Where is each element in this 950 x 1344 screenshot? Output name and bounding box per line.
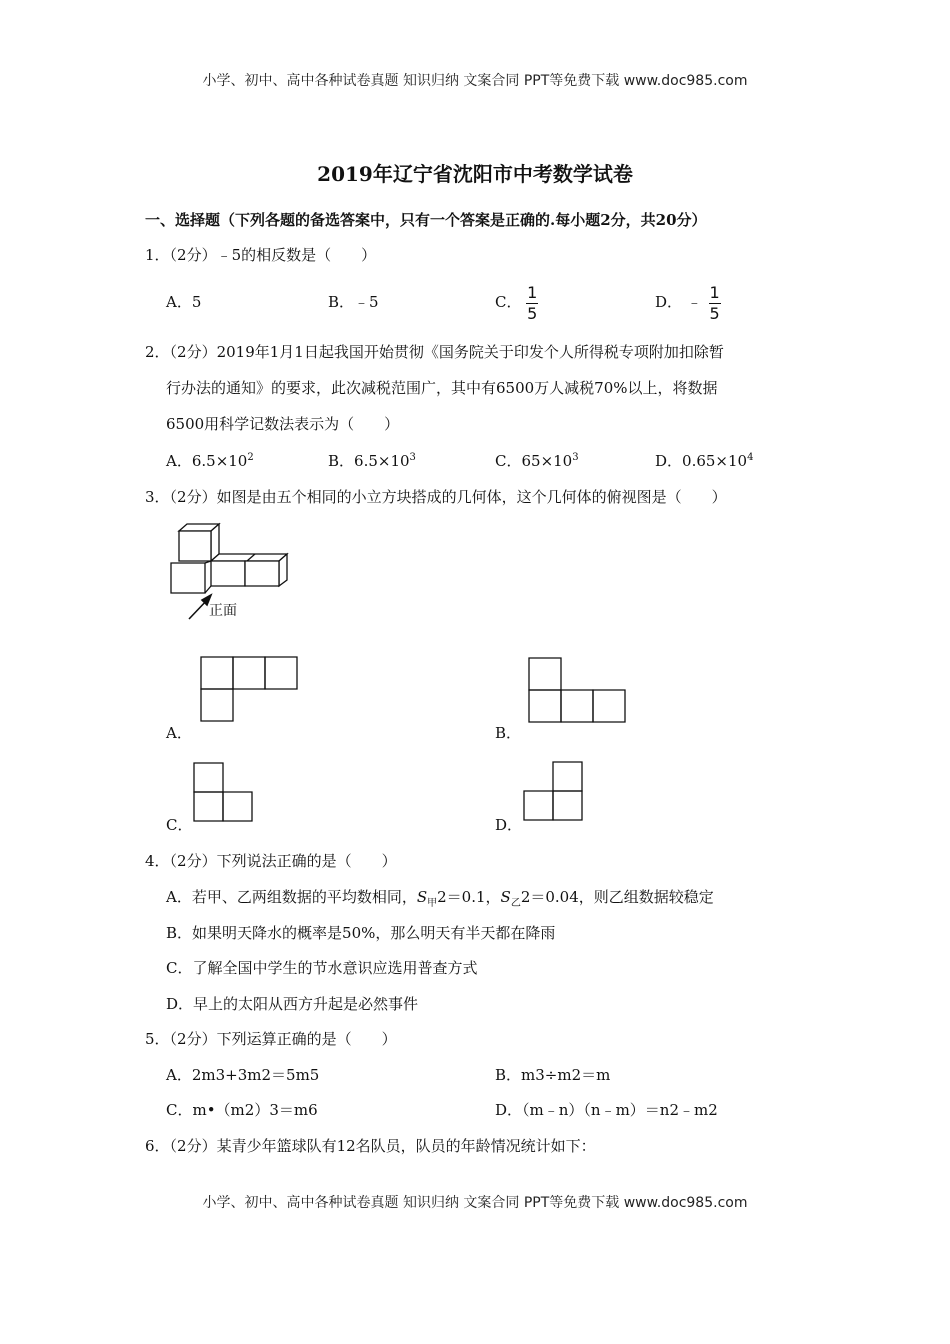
q2-option-a — [166, 451, 254, 471]
q2-stem-line2: 行办法的通知》的要求，此次减税范围广，其中有6500万人减税70%以上，将数据 — [166, 379, 718, 397]
section-heading: 一、选择题（下列各题的备选答案中，只有一个答案是正确的.每小题2分，共20分） — [145, 211, 707, 229]
q1-c-numerator: 1 — [527, 282, 538, 302]
q4-a-subscript-1: 甲 — [427, 898, 438, 909]
grid-cell — [233, 657, 265, 689]
q3-option-a-label: A． — [166, 724, 192, 742]
q2-option-d — [655, 451, 753, 471]
q3-option-d-figure — [523, 761, 587, 823]
q1-option-d — [655, 282, 721, 323]
q4-option-d: D．早上的太阳从西方升起是必然事件 — [166, 995, 419, 1013]
q1-c-denominator: 5 — [527, 303, 538, 323]
cube-mid-front — [211, 561, 245, 586]
q5-option-b: B．m3÷m2＝m — [495, 1066, 611, 1084]
q3-option-c-figure — [193, 762, 257, 824]
page-title: 2019年辽宁省沈阳市中考数学试卷 — [317, 162, 633, 186]
q3-cubes — [171, 524, 287, 593]
grid-cell — [529, 690, 561, 722]
grid-cell — [223, 792, 252, 821]
q4-a-value-1: 2＝0.1， — [437, 888, 501, 906]
q5-stem: 5．（2分）下列运算正确的是（ ） — [145, 1030, 397, 1048]
grid-cell — [524, 791, 553, 820]
page-header: 小学、初中、高中各种试卷真题 知识归纳 文案合同 PPT等免费下载 www.doc985.com — [202, 73, 748, 89]
q2-option-b — [328, 451, 416, 471]
grid-cell — [553, 762, 582, 791]
q4-a-subscript-2: 乙 — [510, 898, 521, 909]
q2-a-exponent: 2 — [247, 452, 254, 463]
q1-option-d-fraction — [709, 284, 721, 323]
q1-stem: 1．（2分）﹣5的相反数是（ ） — [145, 246, 377, 264]
q1-d-denominator: 5 — [709, 303, 720, 323]
q2-a-base: A．6.5×10 — [166, 452, 248, 470]
q4-a-text: A．若甲、乙两组数据的平均数相同， — [166, 888, 417, 906]
grid-cell — [201, 689, 233, 721]
grid-cell — [553, 791, 582, 820]
q5-option-a: A．2m3+3m2＝5m5 — [166, 1066, 320, 1084]
q2-b-exponent: 3 — [409, 452, 416, 463]
grid-cell — [265, 657, 297, 689]
front-label: 正面 — [209, 603, 237, 619]
q3-option-d-label: D． — [495, 816, 523, 834]
q3-stem: 3．（2分）如图是由五个相同的小立方块搭成的几何体，这个几何体的俯视图是（ ） — [145, 488, 727, 506]
q3-solid-figure — [165, 522, 305, 632]
q1-option-b: B．﹣5 — [328, 293, 379, 311]
q1-option-a: A．5 — [166, 293, 202, 311]
q5-option-c: C．m•（m2）3＝m6 — [166, 1101, 318, 1119]
cube-left-front — [171, 563, 205, 593]
q3-option-b-label: B． — [495, 724, 522, 742]
cube-right-front — [245, 561, 279, 586]
q2-stem-line3: 6500用科学记数法表示为（ ） — [166, 415, 400, 433]
front-arrow — [189, 595, 211, 619]
cube-top-front — [179, 531, 211, 561]
q1-option-d-label: D． — [655, 293, 683, 311]
q6-stem: 6．（2分）某青少年篮球队有12名队员，队员的年龄情况统计如下： — [145, 1137, 596, 1155]
grid-cell — [194, 792, 223, 821]
q2-stem-line1: 2．（2分）2019年1月1日起我国开始贯彻《国务院关于印发个人所得税专项附加扣除暂 — [145, 343, 724, 361]
q1-option-c-fraction — [526, 284, 538, 323]
grid-cell — [194, 763, 223, 792]
grid-cell — [593, 690, 625, 722]
q2-d-base: D．0.65×10 — [655, 452, 748, 470]
q4-stem: 4．（2分）下列说法正确的是（ ） — [145, 852, 397, 870]
grid-cell — [561, 690, 593, 722]
q4-option-b: B．如果明天降水的概率是50%，那么明天有半天都在降雨 — [166, 924, 556, 942]
grid-cell — [201, 657, 233, 689]
q2-c-base: C．65×10 — [495, 452, 573, 470]
q4-option-a — [166, 887, 714, 907]
q5-option-d: D．（m﹣n）（n﹣m）＝n2﹣m2 — [495, 1101, 718, 1119]
q3-option-a-figure — [200, 656, 300, 722]
q1-option-c-label: C． — [495, 293, 522, 311]
q2-c-exponent: 3 — [572, 452, 579, 463]
q3-option-c-label: C． — [166, 816, 193, 834]
q2-b-base: B．6.5×10 — [328, 452, 410, 470]
q4-a-value-2: 2＝0.04，则乙组数据较稳定 — [520, 888, 714, 906]
q1-d-numerator: 1 — [709, 282, 720, 302]
q1-option-c — [495, 282, 538, 323]
q4-a-symbol-1: S — [416, 888, 428, 906]
q3-option-b-figure — [528, 657, 628, 723]
grid-cell — [529, 658, 561, 690]
page-footer: 小学、初中、高中各种试卷真题 知识归纳 文案合同 PPT等免费下载 www.doc985.com — [202, 1195, 748, 1211]
q4-a-symbol-2: S — [500, 888, 511, 906]
q4-option-c: C．了解全国中学生的节水意识应选用普查方式 — [166, 959, 478, 977]
q2-d-exponent: 4 — [747, 452, 754, 463]
q1-d-sign: ﹣ — [686, 293, 702, 311]
q2-option-c — [495, 451, 579, 471]
